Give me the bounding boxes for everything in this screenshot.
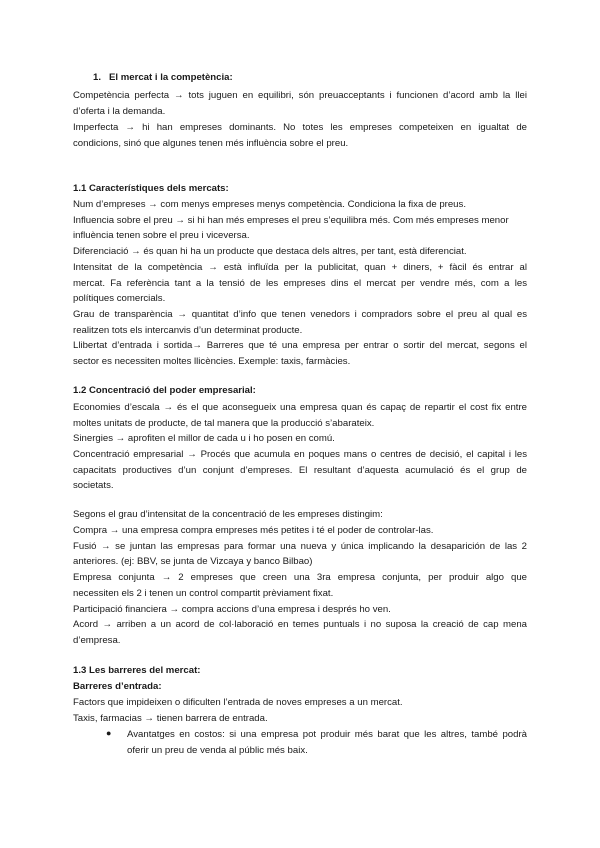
paragraph-line: sector es necessiten moltes llicències. Exemple: taxis, farmàcies. [73, 356, 351, 367]
paragraph-line: Intensitat de la competència → està influïda per la publicitat, quan + diners, + fàcil és entrar al [73, 262, 527, 273]
paragraph-line: Num d’empreses → com menys empreses menys competència. Condiciona la fixa de preus. [73, 199, 466, 210]
paragraph-line: Sinergies → aprofiten el millor de cada u i ho posen en comú. [73, 433, 335, 444]
section-1-1-title: 1.1 Característiques dels mercats: [73, 183, 229, 194]
paragraph-line: Concentració empresarial → Procés que acumula en poques mans o centres de decisió, el capital i les [73, 449, 527, 460]
paragraph-line: d’empresa. [73, 635, 121, 646]
paragraph-line: Empresa conjunta → 2 empreses que creen una 3ra empresa conjunta, per produir algo que [73, 572, 527, 583]
section-1-heading [93, 71, 233, 84]
paragraph-line: d’oferta i la demanda. [73, 106, 166, 117]
paragraph-line: Taxis, farmacias → tienen barrera de entrada. [73, 713, 268, 724]
section-1-3-subtitle: Barreres d’entrada: [73, 681, 162, 692]
paragraph-line: moltes unitats de producte, de tal manera que la producció s’abarateix. [73, 418, 375, 429]
paragraph-line: influència tenen sobre el preu i viceversa. [73, 230, 250, 241]
paragraph-line: Grau de transparència → quantitat d’info que tenen venedors i compradors sobre el preu al qual es [73, 309, 527, 320]
paragraph-line: capacitats productives d’un conjunt d’empreses. El resultant d’aquesta acumulació és el grup de [73, 465, 527, 476]
section-1-title: El mercat i la competència: [109, 72, 233, 83]
paragraph-line: societats. [73, 480, 114, 491]
paragraph-line: Economies d’escala → és el que aconsegueix una empresa quan és capaç de repartir el cost fix entre [73, 402, 527, 413]
paragraph-line: Competència perfecta → tots juguen en equilibri, són preuacceptants i funcionen d’acord amb la llei [73, 90, 527, 101]
paragraph-line: Compra → una empresa compra empreses més petites i té el poder de controlar-las. [73, 525, 434, 536]
paragraph-line: Factors que impideixen o dificulten l’entrada de noves empreses a un mercat. [73, 697, 403, 708]
paragraph-line: Diferenciació → és quan hi ha un producte que destaca dels altres, per tant, està diferenciat. [73, 246, 467, 257]
paragraph-line: necessiten els 2 i tenen un control compartit prèviament fixat. [73, 588, 334, 599]
paragraph-line: mercat. Fa referència tant a la tensió de les empreses dins el mercat per vendre més, com a les [73, 278, 527, 289]
paragraph-line: anteriores. (ej: BBV, se junta de Vizcaya y banco Bilbao) [73, 556, 313, 567]
paragraph-line: Fusió → se juntan las empresas para formar una nueva y única implicando la desaparición de las 2 [73, 541, 527, 552]
section-1-3-title: 1.3 Les barreres del mercat: [73, 665, 201, 676]
paragraph-line: Participació financiera → compra accions d’una empresa i després ho ven. [73, 604, 391, 615]
paragraph-line: Acord → arriben a un acord de col·laboració en temes puntuals i no suposa la creació de cap mena [73, 619, 527, 630]
paragraph-line: Llibertat d’entrada i sortida→ Barreres que té una empresa per entrar o sortir del mercat, segons el [73, 340, 527, 351]
paragraph-line: Influencia sobre el preu → si hi han més empreses el preu s’equilibra més. Com més empreses menor [73, 215, 509, 226]
paragraph-line: Imperfecta → hi han empreses dominants. No totes les empreses competeixen en igualtat de [73, 122, 527, 133]
paragraph-line: condicions, sinó que algunes tenen més influència sobre el preu. [73, 138, 349, 149]
paragraph-line: Segons el grau d’intensitat de la concentració de les empreses distingim: [73, 509, 383, 520]
bullet-item-line: Avantatges en costos: si una empresa pot produir més barat que les altres, també podrà [127, 729, 527, 740]
bullet-icon: ● [106, 728, 112, 738]
paragraph-line: polítiques comercials. [73, 293, 166, 304]
section-1-number: 1. [93, 72, 102, 83]
paragraph-line: realitzen tots els intercanvis d’un determinat producte. [73, 325, 303, 336]
bullet-item-line: oferir un preu de venda al públic més baix. [127, 745, 308, 756]
section-1-2-title: 1.2 Concentració del poder empresarial: [73, 385, 256, 396]
